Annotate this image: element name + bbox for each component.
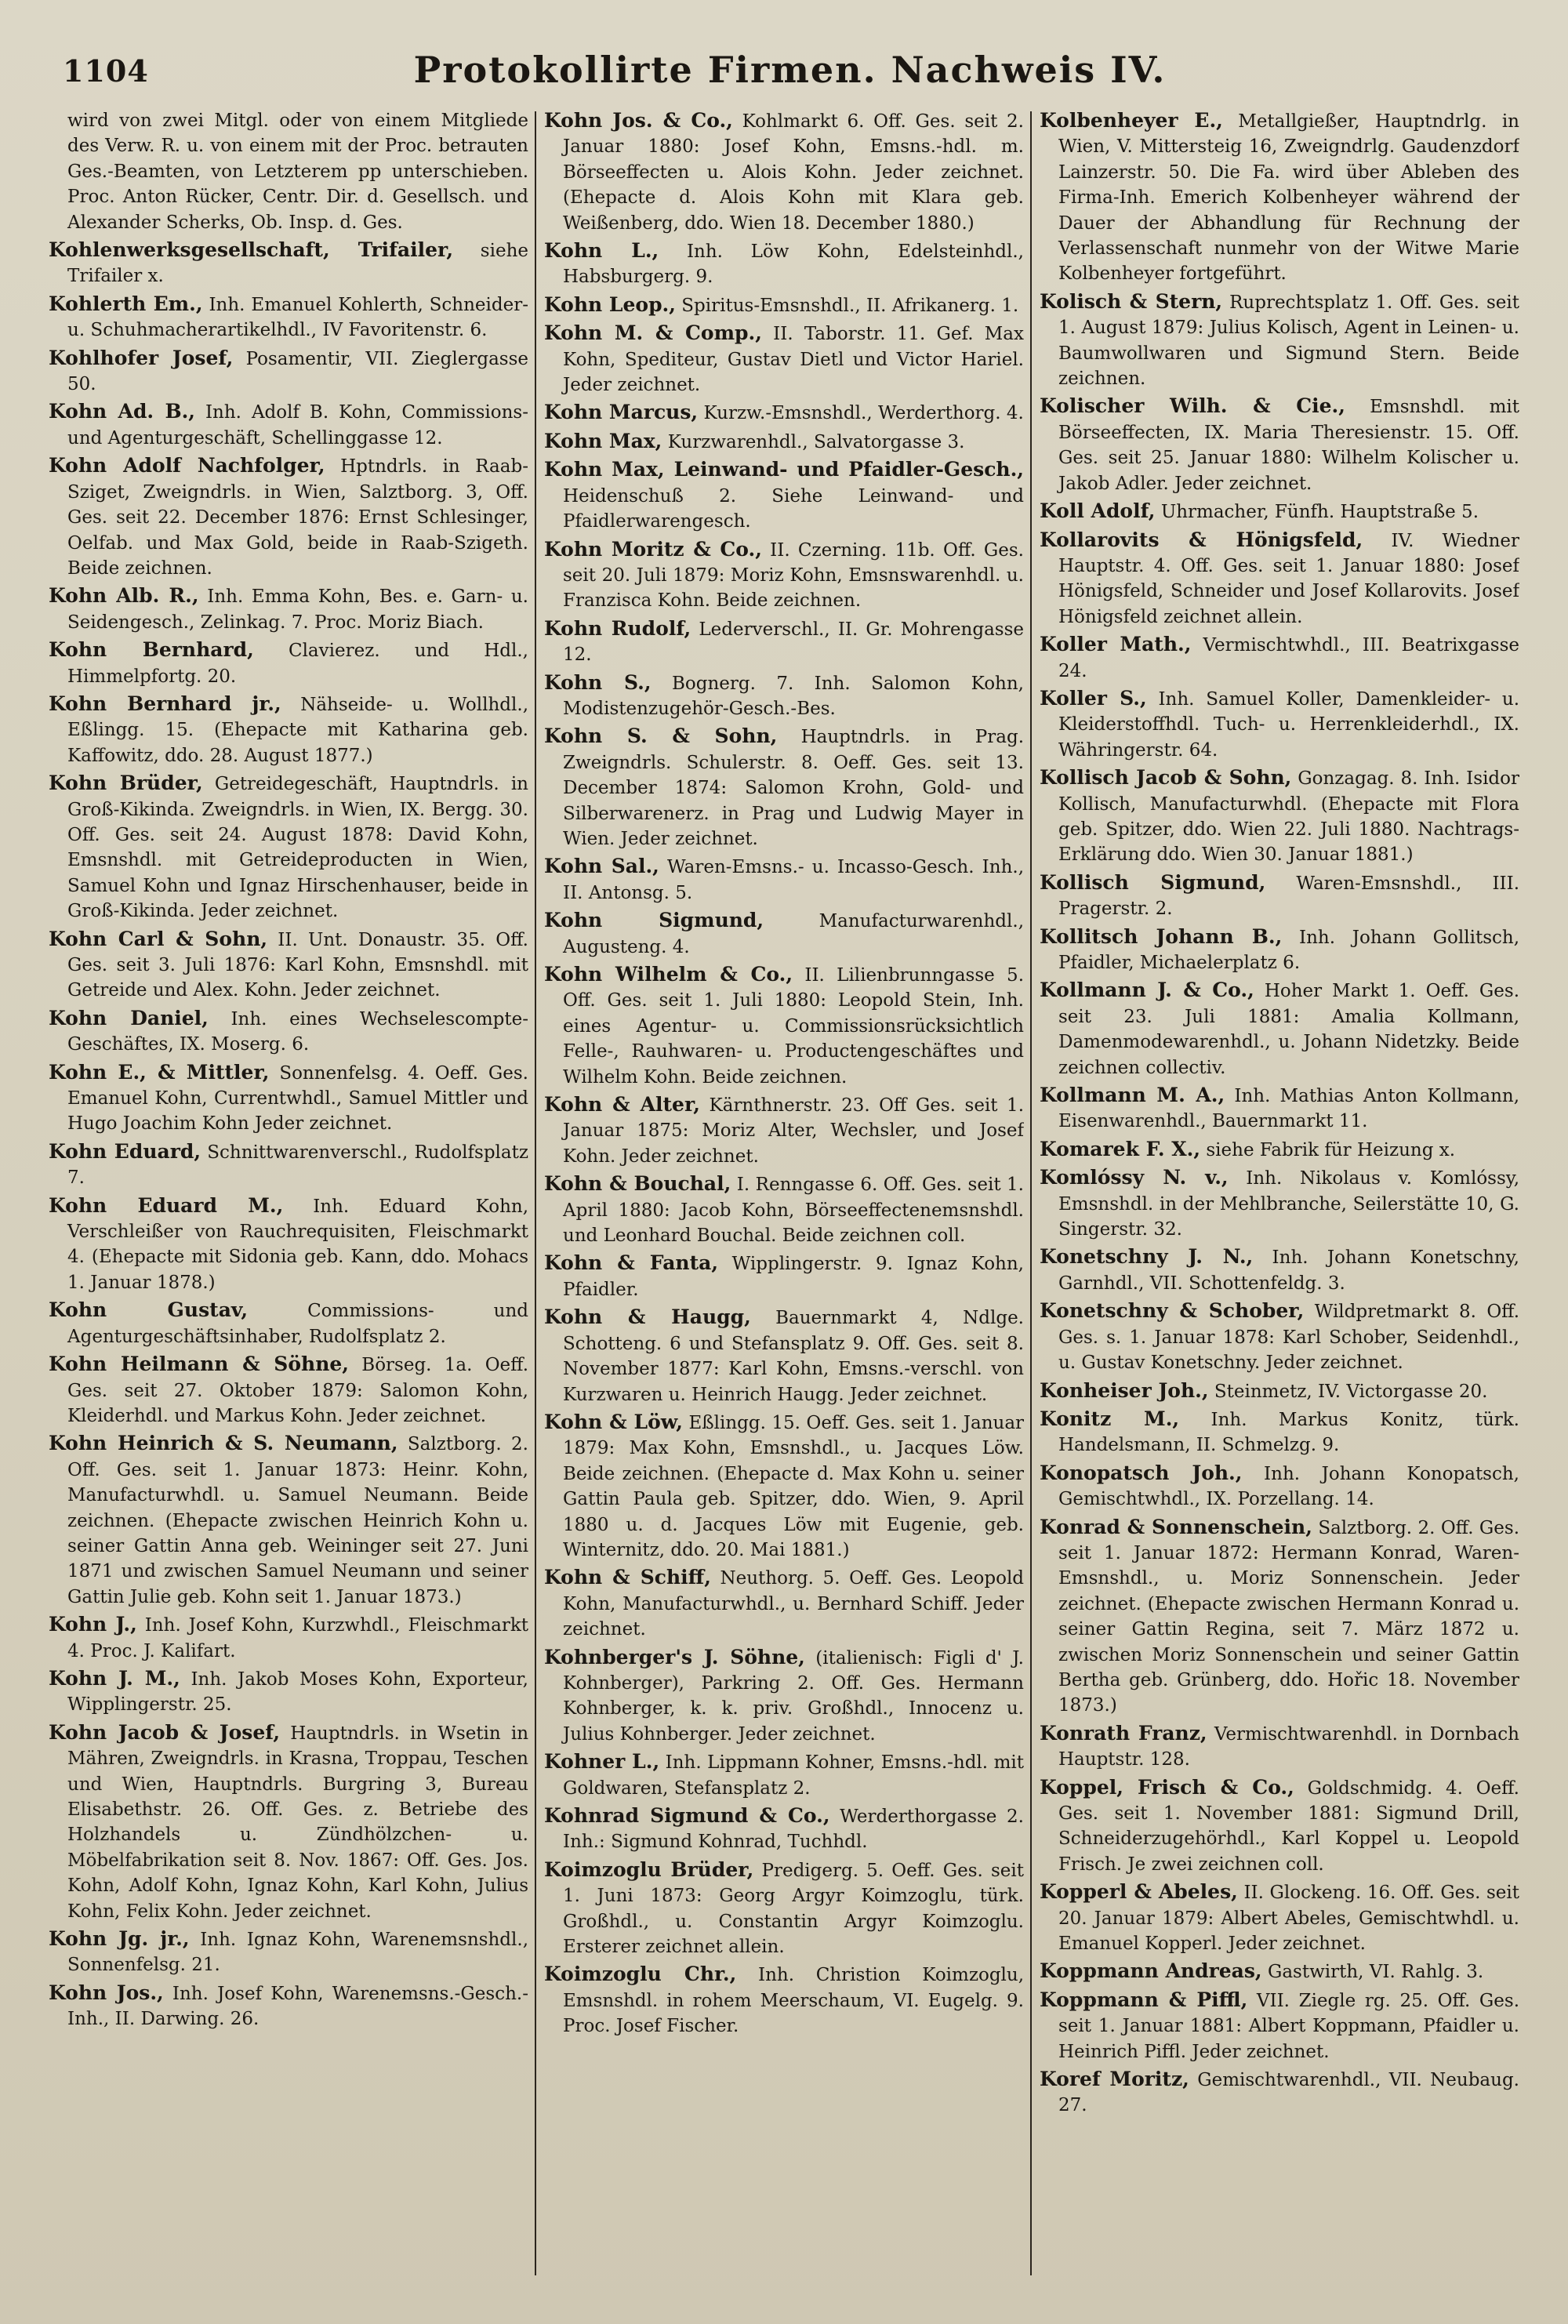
directory-entry <box>544 1565 1024 1642</box>
firm-name: Konitz M., <box>1040 1407 1180 1430</box>
directory-entry <box>49 927 528 1004</box>
directory-entry <box>49 771 528 924</box>
firm-name: Kohn & Löw, <box>544 1410 683 1433</box>
firm-details: Werderthorgasse 2. Inh.: Sigmund Kohnrad, Tuchhdl. <box>563 1807 1024 1853</box>
firm-details: Waren-Emsnshdl., III. Pragerstr. 2. <box>1058 873 1519 920</box>
directory-entry <box>544 724 1024 852</box>
firm-details: Waren-Emsns.- u. Incasso-Gesch. Inh., II. Antonsg. 5. <box>563 857 1024 903</box>
firm-name: Kohlenwerksgesellschaft, Trifailer, <box>49 238 454 262</box>
firm-details: Inh. Jakob Moses Kohn, Exporteur, Wipplingerstr. 25. <box>67 1669 528 1716</box>
directory-entry <box>1040 2067 1519 2119</box>
firm-name: Kohn Rudolf, <box>544 616 691 640</box>
firm-details: Hauptndrls. in Wsetin in Mähren, Zweigndrls. in Krasna, Troppau, Teschen und Wien, Hauptndrls. Burgring 3, Bureau Elisabethstr. 26. Off. Ges. z. Betriebe des Holzhandels u. Zündhölzchen- u. Möbelfabrikation seit 8. Nov. 1867: Off. Ges. Jos. Kohn, Adolf Kohn, Ignaz Kohn, Karl Kohn, Julius Kohn, Felix Kohn. Jeder zeichnet. <box>67 1723 528 1922</box>
directory-entry <box>544 1092 1024 1169</box>
firm-details: Inh. Johann Gollitsch, Pfaidler, Michaelerplatz 6. <box>1058 927 1519 973</box>
firm-details: II. Lilienbrunngasse 5. Off. Ges. seit 1. Juli 1880: Leopold Stein, Inh. eines Agentur- u. Commissionsrücksichtlich Felle-, Rauhwaren- u. Productengeschäftes und Wilhelm Kohn. Beide zeichnen. <box>563 965 1024 1088</box>
directory-entry <box>49 1926 528 1978</box>
firm-name: Kohn Eduard M., <box>49 1193 284 1217</box>
firm-name: Kohn J., <box>49 1613 137 1636</box>
directory-entry <box>49 583 528 635</box>
directory-entry <box>1040 924 1519 976</box>
firm-details: Vermischtwarenhdl. in Dornbach Hauptstr. 128. <box>1058 1723 1519 1770</box>
firm-details: Inh. Josef Kohn, Warenemsns.-Gesch.-Inh., II. Darwing. 26. <box>67 1983 528 2030</box>
directory-entry <box>49 1720 528 1924</box>
directory-entry <box>49 692 528 768</box>
firm-name: Kohn Jos., <box>49 1981 164 2004</box>
firm-name: Kohn & Bouchal, <box>544 1172 731 1196</box>
firm-name: Kohn Gustav, <box>49 1298 249 1322</box>
firm-name: Kohn J. M., <box>49 1666 180 1690</box>
firm-name: Kohn L., <box>544 239 659 263</box>
directory-entry <box>49 453 528 581</box>
firm-name: Kohnrad Sigmund & Co., <box>544 1804 830 1827</box>
firm-name: Komarek F. X., <box>1040 1137 1201 1160</box>
directory-entry <box>544 292 1024 318</box>
directory-entry <box>544 908 1024 960</box>
firm-details: Vermischtwhdl., III. Beatrixgasse 24. <box>1058 635 1519 681</box>
firm-name: Kohn Brüder, <box>49 772 203 795</box>
firm-details: Metallgießer, Hauptndrlg. in Wien, V. Mittersteig 16, Zweigndrlg. Gaudenzdorf Lainzerstr. 50. Die Fa. wird über Ableben des Firma-Inh. Emerich Kolbenheyer während der Dauer der Abhandlung für Rechnung der Verlassenschaft nunmehr von der Witwe Marie Kolbenheyer fortgeführt. <box>1058 111 1519 285</box>
firm-name: Kohner L., <box>544 1750 660 1774</box>
firm-details: Inh. Mathias Anton Kollmann, Eisenwarenhdl., Bauernmarkt 11. <box>1058 1086 1519 1132</box>
directory-entry <box>544 321 1024 398</box>
directory-entry <box>1040 289 1519 392</box>
firm-name: Koimzoglu Chr., <box>544 1963 737 1986</box>
column-1 <box>49 108 528 2288</box>
firm-name: Kollarovits & Hönigsfeld, <box>1040 528 1363 551</box>
firm-details: Bognerg. 7. Inh. Salomon Kohn, Modistenzugehör-Gesch.-Bes. <box>563 673 1024 719</box>
directory-entry <box>1040 499 1519 525</box>
firm-name: Koppmann & Piffl, <box>1040 1988 1248 2011</box>
running-title: Protokollirte Firmen. Nachweis IV. <box>413 49 1167 91</box>
firm-details: Hptndrls. in Raab-Sziget, Zweigndrls. in Wien, Salztborg. 3, Off. Ges. seit 22. December 1876: Ernst Schlesinger, Oelfab. und Max Gold, beide in Raab-Szigeth. Beide zeichnen. <box>67 456 528 579</box>
firm-name: Kohn Jacob & Josef, <box>49 1720 281 1744</box>
firm-name: Kohn S. & Sohn, <box>544 724 778 748</box>
column-2 <box>544 108 1024 2288</box>
text-columns <box>49 108 1519 2288</box>
directory-entry <box>1040 1959 1519 1984</box>
firm-details: Goldschmidg. 4. Oeff. Ges. seit 1. November 1881: Sigmund Drill, Schneiderzugehörhdl., Karl Koppel u. Leopold Frisch. Je zwei zeichnen coll. <box>1058 1777 1519 1875</box>
firm-details: Inh. Lippmann Kohner, Emsns.-hdl. mit Goldwaren, Stefansplatz 2. <box>563 1752 1024 1799</box>
firm-name: Komlóssy N. v., <box>1040 1166 1229 1189</box>
firm-name: Kohn Leop., <box>544 292 676 316</box>
firm-name: Kohlhofer Josef, <box>49 346 234 369</box>
firm-details: Predigerg. 5. Oeff. Ges. seit 1. Juni 1873: Georg Argyr Koimzoglu, türk. Großhdl., u. Constantin Argyr Koimzoglu. Ersterer zeichnet allein. <box>563 1860 1024 1958</box>
firm-name: Kolisch & Stern, <box>1040 289 1223 313</box>
firm-name: Kohn Heilmann & Söhne, <box>49 1353 350 1376</box>
firm-details: VII. Ziegle rg. 25. Off. Ges. seit 1. Januar 1881: Albert Koppmann, Pfaidler u. Heinrich Piffl. Jeder zeichnet. <box>1058 1990 1519 2062</box>
directory-entry <box>1040 1083 1519 1135</box>
firm-details: Steinmetz, IV. Victorgasse 20. <box>1214 1381 1488 1402</box>
firm-details: Salztborg. 2. Off. Ges. seit 1. Januar 1872: Hermann Konrad, Waren-Emsnshdl., u. Moriz Sonnenschein. Jeder zeichnet. (Ehepacte zwischen Hermann Konrad u. seiner Gattin Regina, seit 7. März 1872 u. zwischen Moriz Sonnenschein und seiner Gattin Bertha geb. Grünberg, ddo. Hořic 18. November 1873.) <box>1058 1517 1519 1716</box>
directory-entry <box>544 1645 1024 1748</box>
firm-name: Kohn Sigmund, <box>544 909 764 932</box>
firm-name: Kohn M. & Comp., <box>544 321 762 345</box>
firm-details: Bauernmarkt 4, Ndlge. Schotteng. 6 und Stefansplatz 9. Off. Ges. seit 8. November 1877: Karl Kohn, Emsns.-verschl. von Kurzwaren u. Heinrich Haugg. Jeder zeichnet. <box>563 1308 1024 1405</box>
firm-details: Commissions- und Agenturgeschäftsinhaber, Rudolfsplatz 2. <box>67 1301 528 1347</box>
firm-details: Gemischtwarenhdl., VII. Neubaug. 27. <box>1058 2070 1519 2116</box>
directory-entry <box>1040 1407 1519 1458</box>
firm-name: Kohlerth Em., <box>49 292 203 315</box>
firm-name: Koimzoglu Brüder, <box>544 1857 754 1881</box>
firm-details: Inh. Eduard Kohn, Verschleißer von Rauchrequisiten, Fleischmarkt 4. (Ehepacte mit Sidonia geb. Kann, ddo. Mohacs 1. Januar 1878.) <box>67 1196 528 1293</box>
firm-name: Konrad & Sonnenschein, <box>1040 1515 1312 1538</box>
firm-details: Schnittwarenverschl., Rudolfsplatz 7. <box>67 1142 528 1189</box>
firm-details: II. Czerning. 11b. Off. Ges. seit 20. Juli 1879: Moriz Kohn, Emsnswarenhdl. u. Franzisca Kohn. Beide zeichnen. <box>563 539 1024 612</box>
firm-name: Koller Math., <box>1040 633 1192 656</box>
directory-entry <box>1040 1461 1519 1512</box>
firm-name: Kollisch Sigmund, <box>1040 870 1266 894</box>
firm-details: (italienisch: Figli d' J. Kohnberger), Parkring 2. Off. Ges. Hermann Kohnberger, k. k. priv. Großhdl., Innocenz u. Julius Kohnberger. Jeder zeichnet. <box>563 1647 1024 1745</box>
directory-entry <box>1040 1165 1519 1242</box>
firm-details: Neuthorg. 5. Oeff. Ges. Leopold Kohn, Manufacturwhdl., u. Bernhard Schiff. Jeder zeichnet. <box>563 1568 1024 1640</box>
directory-entry <box>49 1298 528 1349</box>
firm-details: Wipplingerstr. 9. Ignaz Kohn, Pfaidler. <box>563 1254 1024 1300</box>
firm-name: Koll Adolf, <box>1040 499 1156 523</box>
firm-details: Inh. eines Wechselescompte-Geschäftes, IX. Moserg. 6. <box>67 1008 528 1055</box>
firm-details: Inh. Josef Kohn, Kurzwhdl., Fleischmarkt 4. Proc. J. Kalifart. <box>67 1615 528 1661</box>
firm-details: Inh. Emma Kohn, Bes. e. Garn- u. Seidengesch., Zelinkag. 7. Proc. Moriz Biach. <box>67 586 528 633</box>
directory-entry <box>49 108 528 235</box>
firm-name: Kohn Sal., <box>544 855 659 878</box>
firm-details: Clavierez. und Hdl., Himmelpfortg. 20. <box>67 641 528 687</box>
directory-entry <box>544 1962 1024 2039</box>
firm-name: Kohn Jg. jr., <box>49 1927 190 1951</box>
directory-entry <box>49 1981 528 2032</box>
firm-name: Kohn Jos. & Co., <box>544 109 733 132</box>
firm-name: Kolischer Wilh. & Cie., <box>1040 394 1345 418</box>
directory-entry <box>1040 686 1519 763</box>
directory-entry <box>544 1803 1024 1855</box>
directory-entry <box>49 1139 528 1191</box>
directory-entry <box>1040 632 1519 684</box>
firm-name: Konetschny & Schober, <box>1040 1299 1305 1323</box>
firm-name: Kohn Daniel, <box>49 1006 209 1029</box>
directory-entry <box>544 1305 1024 1407</box>
directory-entry <box>544 537 1024 614</box>
directory-entry <box>544 854 1024 906</box>
firm-details: Eßlingg. 15. Oeff. Ges. seit 1. Januar 1879: Max Kohn, Emsnshdl., u. Jacques Löw. Beide zeichnen. (Ehepacte d. Max Kohn u. seiner Gattin Paula geb. Spitzer, ddo. Wien, 9. April 1880 u. d. Jacques Löw mit Eugenie, geb. Winternitz, ddo. 20. Mai 1881.) <box>563 1412 1024 1560</box>
firm-name: Kohn Alb. R., <box>49 584 199 608</box>
directory-entry <box>544 1749 1024 1801</box>
firm-details: Gonzagag. 8. Inh. Isidor Kollisch, Manufacturwhdl. (Ehepacte mit Flora geb. Spitzer, ddo. Wien 22. Juli 1880. Nachtrags-Erklärung ddo. Wien 30. Januar 1881.) <box>1058 768 1519 866</box>
firm-details: Kohlmarkt 6. Off. Ges. seit 2. Januar 1880: Josef Kohn, Emsns.-hdl. m. Börseeffecten u. Alois Kohn. Jeder zeichnet. (Ehepacte d. Alois Kohn mit Klara geb. Weißenberg, ddo. Wien 18. December 1880.) <box>563 111 1024 234</box>
directory-entry <box>544 962 1024 1090</box>
firm-details: Getreidegeschäft, Hauptndrls. in Groß-Kikinda. Zweigndrls. in Wien, IX. Bergg. 30. Off. Ges. seit 24. August 1878: David Kohn, Emsnshdl. mit Getreideproducten in Wien, Samuel Kohn und Ignaz Hirschenhauser, beide in Groß-Kikinda. Jeder zeichnet. <box>67 774 528 922</box>
firm-details: Emsnshdl. mit Börseeffecten, IX. Maria Theresienstr. 15. Off. Ges. seit 25. Januar 1880: Wilhelm Kolischer u. Jakob Adler. Jeder zeichnet. <box>1058 397 1519 494</box>
firm-details: siehe Fabrik für Heizung x. <box>1206 1139 1456 1160</box>
firm-name: Kopperl & Abeles, <box>1040 1880 1238 1904</box>
firm-name: Konheiser Joh., <box>1040 1378 1209 1402</box>
firm-details: II. Glockeng. 16. Off. Ges. seit 20. Januar 1879: Albert Abeles, Gemischtwhdl. u. Emanuel Kopperl. Jeder zeichnet. <box>1058 1883 1519 1955</box>
firm-details: Inh. Nikolaus v. Komlóssy, Emsnshdl. in der Mehlbranche, Seilerstätte 10, G. Singerstr. 32. <box>1058 1168 1519 1240</box>
directory-entry <box>49 1666 528 1718</box>
firm-name: Kollisch Jacob & Sohn, <box>1040 766 1292 790</box>
firm-details: Salztborg. 2. Off. Ges. seit 1. Januar 1873: Heinr. Kohn, Manufacturwhdl. u. Samuel Neumann. Beide zeichnen. (Ehepacte zwischen Heinrich Kohn u. seiner Gattin Anna geb. Weininger seit 27. Juni 1871 und zwischen Samuel Neumann und seiner Gattin Julie geb. Kohn seit 1. Januar 1873.) <box>67 1434 528 1607</box>
directory-entry <box>544 400 1024 426</box>
firm-details: Wildpretmarkt 8. Off. Ges. s. 1. Januar 1878: Karl Schober, Seidenhdl., u. Gustav Konetschny. Jeder zeichnet. <box>1058 1302 1519 1374</box>
directory-entry <box>1040 1244 1519 1296</box>
firm-name: Kohnberger's J. Söhne, <box>544 1645 805 1669</box>
firm-details: Posamentir, VII. Zieglergasse 50. <box>67 348 528 395</box>
firm-details: Kurzwarenhdl., Salvatorgasse 3. <box>667 431 965 452</box>
directory-entry <box>1040 1775 1519 1878</box>
firm-name: Koppmann Andreas, <box>1040 1959 1262 1983</box>
directory-entry <box>1040 870 1519 922</box>
firm-details: II. Unt. Donaustr. 35. Off. Ges. seit 3. Juli 1876: Karl Kohn, Emsnshdl. mit Getreide und Alex. Kohn. Jeder zeichnet. <box>67 929 528 1001</box>
directory-entry <box>544 108 1024 236</box>
firm-name: Kohn Ad. B., <box>49 400 196 423</box>
directory-entry <box>49 292 528 343</box>
firm-details: Kurzw.-Emsnshdl., Werderthorg. 4. <box>703 403 1024 424</box>
firm-details: Lederverschl., II. Gr. Mohrengasse 12. <box>563 619 1024 666</box>
directory-entry <box>49 1006 528 1058</box>
firm-details: Inh. Löw Kohn, Edelsteinhdl., Habsburgerg. 9. <box>563 241 1024 288</box>
directory-entry <box>1040 1988 1519 2064</box>
firm-name: Kohn E., & Mittler, <box>49 1060 270 1084</box>
directory-entry <box>49 399 528 451</box>
firm-name: Kohn & Haugg, <box>544 1305 751 1329</box>
firm-details: Heidenschuß 2. Siehe Leinwand- und Pfaidlerwarengesch. <box>563 485 1024 532</box>
firm-name: Konetschny J. N., <box>1040 1245 1254 1269</box>
firm-details: Inh. Johann Konetschny, Garnhdl., VII. Schottenfeldg. 3. <box>1058 1247 1519 1294</box>
firm-details: wird von zwei Mitgl. oder von einem Mitgliede des Verw. R. u. von einem mit der Proc. betrauten Ges.-Beamten, von Letzterem pp unterschieben. Proc. Anton Rücker, Centr. Dir. d. Gesellsch. und Alexander Scherks, Ob. Insp. d. Ges. <box>67 111 528 233</box>
firm-name: Koppel, Frisch & Co., <box>1040 1775 1294 1799</box>
firm-details: siehe Trifailer x. <box>67 241 528 287</box>
firm-details: Hoher Markt 1. Oeff. Ges. seit 23. Juli 1881: Amalia Kollmann, Damenmodewarenhdl., u. Johann Nidetzky. Beide zeichnen collectiv. <box>1058 981 1519 1078</box>
firm-name: Kohn Moritz & Co., <box>544 537 762 561</box>
firm-name: Kohn Carl & Sohn, <box>49 927 268 950</box>
directory-entry <box>544 1171 1024 1248</box>
directory-entry <box>544 1410 1024 1563</box>
firm-name: Kohn S., <box>544 670 652 694</box>
firm-details: Uhrmacher, Fünfh. Hauptstraße 5. <box>1160 502 1479 523</box>
firm-details: Inh. Markus Konitz, türk. Handelsmann, II. Schmelzg. 9. <box>1058 1409 1519 1456</box>
directory-entry <box>1040 1721 1519 1773</box>
firm-details: Hauptndrls. in Prag. Zweigndrls. Schulerstr. 8. Oeff. Ges. seit 13. December 1874: Salomon Krohn, Gold- und Silberwarenerz. in Prag und Ludwig Mayer in Wien. Jeder zeichnet. <box>563 727 1024 849</box>
firm-name: Koller S., <box>1040 686 1147 710</box>
firm-name: Kollmann J. & Co., <box>1040 979 1254 1002</box>
directory-entry <box>1040 1515 1519 1719</box>
directory-entry <box>1040 978 1519 1080</box>
directory-entry <box>49 346 528 398</box>
directory-entry <box>544 457 1024 534</box>
firm-details: Börseg. 1a. Oeff. Ges. seit 27. Oktober 1879: Salomon Kohn, Kleiderhdl. und Markus Kohn. Jeder zeichnet. <box>67 1355 528 1426</box>
firm-name: Kohn Wilhelm & Co., <box>544 963 793 986</box>
directory-entry <box>544 670 1024 722</box>
firm-details: Gastwirth, VI. Rahlg. 3. <box>1267 1962 1484 1983</box>
directory-entry <box>1040 1298 1519 1375</box>
directory-entry <box>544 429 1024 455</box>
firm-name: Konopatsch Joh., <box>1040 1461 1243 1484</box>
firm-name: Kollitsch Johann B., <box>1040 924 1283 948</box>
directory-entry <box>1040 1378 1519 1404</box>
firm-name: Kohn Heinrich & S. Neumann, <box>49 1432 398 1455</box>
directory-entry <box>49 238 528 289</box>
firm-details: Nähseide- u. Wollhdl., Eßlingg. 15. (Ehepacte mit Katharina geb. Kaffowitz, ddo. 28. August 1877.) <box>67 694 528 766</box>
firm-details: Spiritus-Emsnshdl., II. Afrikanerg. 1. <box>681 295 1019 316</box>
directory-entry <box>49 1193 528 1296</box>
firm-details: II. Taborstr. 11. Gef. Max Kohn, Spediteur, Gustav Dietl und Victor Hariel. Jeder zeichnet. <box>563 324 1024 396</box>
column-divider <box>535 111 536 2275</box>
firm-name: Kohn Bernhard jr., <box>49 692 281 715</box>
directory-entry <box>49 1352 528 1429</box>
firm-name: Kohn Max, Leinwand- und Pfaidler-Gesch., <box>544 458 1024 481</box>
firm-details: Inh. Adolf B. Kohn, Commissions- und Agenturgeschäft, Schellinggasse 12. <box>67 402 528 448</box>
firm-details: Inh. Ignaz Kohn, Warenemsnshdl., Sonnenfelsg. 21. <box>67 1930 528 1976</box>
firm-details: Manufacturwarenhdl., Augusteng. 4. <box>563 911 1024 957</box>
directory-entry <box>1040 528 1519 630</box>
directory-entry <box>49 1060 528 1137</box>
page-header <box>63 47 1517 102</box>
directory-entry <box>49 637 528 689</box>
firm-name: Kohn Eduard, <box>49 1139 201 1163</box>
directory-entry <box>49 1431 528 1610</box>
directory-entry <box>1040 108 1519 287</box>
directory-entry <box>1040 1137 1519 1163</box>
column-3 <box>1040 108 1519 2288</box>
firm-name: Koref Moritz, <box>1040 2068 1189 2091</box>
firm-details: Ruprechtsplatz 1. Off. Ges. seit 1. August 1879: Julius Kolisch, Agent in Leinen- u. Baumwollwaren und Sigmund Stern. Beide zeichnen. <box>1058 292 1519 390</box>
firm-details: Inh. Christion Koimzoglu, Emsnshdl. in rohem Meerschaum, VI. Eugelg. 9. Proc. Josef Fischer. <box>563 1965 1024 2037</box>
directory-entry <box>544 1857 1024 1960</box>
firm-name: Kohn & Schiff, <box>544 1566 711 1589</box>
directory-entry <box>1040 765 1519 868</box>
directory-entry <box>49 1612 528 1664</box>
firm-details: I. Renngasse 6. Off. Ges. seit 1. April 1880: Jacob Kohn, Börseeffectenemsnshdl. und Leonhard Bouchal. Beide zeichnen coll. <box>563 1175 1024 1247</box>
firm-name: Konrath Franz, <box>1040 1721 1207 1745</box>
firm-name: Kohn Max, <box>544 429 662 452</box>
firm-name: Kohn Marcus, <box>544 401 699 424</box>
firm-details: Sonnenfelsg. 4. Oeff. Ges. Emanuel Kohn, Currentwhdl., Samuel Mittler und Hugo Joachim Kohn Jeder zeichnet. <box>67 1062 528 1135</box>
directory-entry <box>544 616 1024 668</box>
directory-entry <box>1040 394 1519 496</box>
firm-name: Kolbenheyer E., <box>1040 109 1223 132</box>
column-divider <box>1030 111 1032 2275</box>
firm-name: Kohn Bernhard, <box>49 638 254 662</box>
firm-details: Inh. Johann Konopatsch, Gemischtwhdl., IX. Porzellang. 14. <box>1058 1463 1519 1510</box>
directory-entry <box>544 238 1024 290</box>
firm-name: Kohn Adolf Nachfolger, <box>49 454 325 478</box>
firm-name: Kohn & Alter, <box>544 1093 701 1117</box>
firm-details: Inh. Samuel Koller, Damenkleider- u. Kleiderstoffhdl. Tuch- u. Herrenkleiderhdl., IX. Währingerstr. 64. <box>1058 688 1519 761</box>
firm-details: Inh. Emanuel Kohlerth, Schneider- u. Schuhmacherartikelhdl., IV Favoritenstr. 6. <box>67 294 528 341</box>
firm-name: Kohn & Fanta, <box>544 1251 719 1275</box>
firm-details: IV. Wiedner Hauptstr. 4. Off. Ges. seit 1. Januar 1880: Josef Hönigsfeld, Schneider und Josef Kollarovits. Josef Hönigsfeld zeichnet allein. <box>1058 530 1519 627</box>
directory-entry <box>1040 1879 1519 1956</box>
directory-entry <box>544 1251 1024 1302</box>
firm-name: Kollmann M. A., <box>1040 1084 1225 1107</box>
page-number: 1104 <box>63 53 149 89</box>
firm-details: Kärnthnerstr. 23. Off Ges. seit 1. Januar 1875: Moriz Alter, Wechsler, und Josef Kohn. Jeder zeichnet. <box>563 1095 1024 1167</box>
